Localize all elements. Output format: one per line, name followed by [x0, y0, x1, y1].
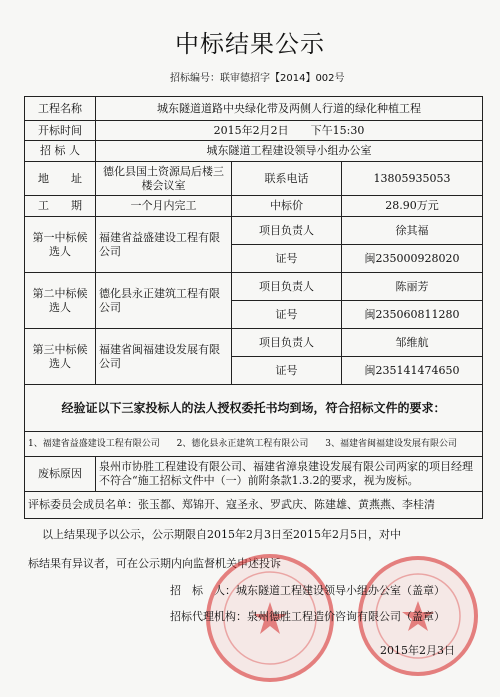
candidate-rank: 第三中标候选人 — [25, 329, 96, 385]
location-value: 德化县国土资源局后楼三楼会议室 — [96, 162, 232, 196]
candidate-cert: 闽235060811280 — [342, 301, 483, 329]
candidate-3-row — [25, 329, 483, 357]
agent-sign-label: 招标代理机构： — [170, 610, 247, 623]
candidate-manager-label: 项目负责人 — [232, 329, 342, 357]
phone-value: 13805935053 — [342, 162, 483, 196]
qualified-item: 2、德化县永正建筑工程有限公司 — [176, 439, 309, 449]
price-value: 28.90万元 — [342, 196, 483, 217]
review-row — [25, 492, 483, 519]
tenderer-signature — [170, 584, 490, 598]
candidate-1-row — [25, 217, 483, 245]
tenderer-sign: 城东隧道工程建设领导小组办公室（盖章） — [236, 584, 445, 597]
notice-date: 2015年2月3日 — [380, 644, 455, 657]
period-row — [25, 196, 483, 217]
price-label: 中标价 — [232, 196, 342, 217]
candidate-cert: 闽235000928020 — [342, 245, 483, 273]
verification-text: 经验证以下三家投标人的法人授权委托书均到场，符合招标文件的要求： — [25, 385, 483, 432]
notice-line-1: 以上结果现予以公示，公示期限自2015年2月3日至2015年2月5日，对中 — [42, 528, 401, 541]
candidate-rank: 第一中标候选人 — [25, 217, 96, 273]
result-table — [24, 96, 483, 519]
qualified-list — [25, 432, 483, 457]
qualified-item: 3、福建省闽福建设发展有限公司 — [325, 439, 457, 449]
candidate-manager-label: 项目负责人 — [232, 273, 342, 301]
tenderer-row — [25, 141, 483, 162]
candidate-company: 德化县永正建筑工程有限公司 — [96, 273, 232, 329]
review-label: 评标委员会成员名单： — [28, 498, 138, 511]
review-members: 张玉都、郑锦开、寇圣永、罗武庆、陈建雄、黄燕燕、李桂清 — [138, 498, 435, 511]
candidate-cert-label: 证号 — [232, 357, 342, 385]
candidate-manager-label: 项目负责人 — [232, 217, 342, 245]
review-cell — [25, 492, 483, 519]
project-row — [25, 97, 483, 121]
location-label: 地 址 — [25, 162, 96, 196]
tenderer-label: 招 标 人 — [25, 141, 96, 162]
candidate-company: 福建省益盛建设工程有限公司 — [96, 217, 232, 273]
location-row — [25, 162, 483, 196]
bid-number: 招标编号：联审德招字【2014】002号 — [170, 73, 345, 84]
candidate-2-row — [25, 273, 483, 301]
tenderer-value: 城东隧道工程建设领导小组办公室 — [96, 141, 483, 162]
period-value: 一个月内完工 — [96, 196, 232, 217]
qualified-list-row — [25, 432, 483, 457]
tenderer-sign-label: 招 标 人： — [170, 584, 236, 597]
candidate-cert: 闽235141474650 — [342, 357, 483, 385]
period-label: 工 期 — [25, 196, 96, 217]
verification-row — [25, 385, 483, 432]
open-time-label: 开标时间 — [25, 121, 96, 141]
rejected-label: 废标原因 — [25, 457, 96, 492]
notice-line-2: 标结果有异议者，可在公示期内向监督机关申述投诉 — [28, 557, 281, 570]
candidate-company: 福建省闽福建设发展有限公司 — [96, 329, 232, 385]
project-label: 工程名称 — [25, 97, 96, 121]
open-time-value: 2015年2月2日 下午15:30 — [96, 121, 483, 141]
candidate-manager: 徐其福 — [342, 217, 483, 245]
open-time-row — [25, 121, 483, 141]
candidate-cert-label: 证号 — [232, 245, 342, 273]
page-title: 中标结果公示 — [175, 30, 325, 58]
qualified-item: 1、福建省益盛建设工程有限公司 — [28, 439, 160, 449]
rejected-text: 泉州市协胜工程建设有限公司、福建省漳泉建设发展有限公司两家的项目经理不符合“施工招标文件中（一）前附条款1.3.2的要求，视为废标。 — [96, 457, 483, 492]
project-value: 城东隧道道路中央绿化带及两侧人行道的绿化种植工程 — [96, 97, 483, 121]
candidate-cert-label: 证号 — [232, 301, 342, 329]
candidate-manager: 陈丽芳 — [342, 273, 483, 301]
agent-sign: 泉州德胜工程造价咨询有限公司（盖章） — [247, 610, 445, 623]
candidate-rank: 第二中标候选人 — [25, 273, 96, 329]
agent-signature — [170, 610, 490, 624]
candidate-manager: 邹维航 — [342, 329, 483, 357]
phone-label: 联系电话 — [232, 162, 342, 196]
rejected-row — [25, 457, 483, 492]
